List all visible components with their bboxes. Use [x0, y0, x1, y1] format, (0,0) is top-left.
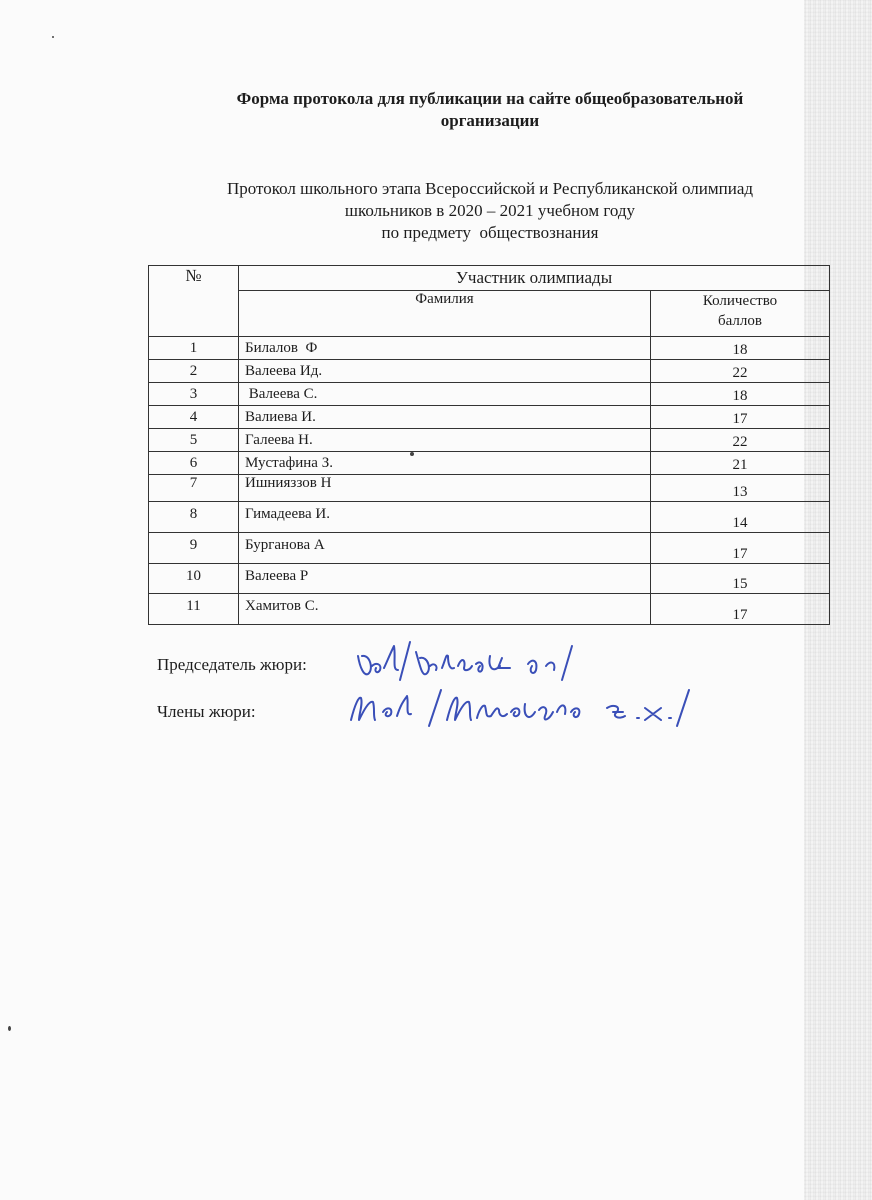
table-row [149, 383, 830, 406]
row-surname: Валиева И. [239, 406, 651, 429]
row-number: 8 [149, 502, 239, 533]
row-score: 15 [651, 564, 830, 594]
subtitle-line-3: по предмету обществознания [381, 223, 599, 242]
subtitle-line-2: школьников в 2020 – 2021 учебном году [344, 201, 636, 220]
jury-chair-label: Председатель жюри: [157, 655, 307, 674]
table-row [149, 360, 830, 383]
column-score-header [651, 291, 830, 337]
row-number: 9 [149, 533, 239, 564]
protocol-subtitle [150, 178, 830, 244]
column-surname-header: Фамилия [239, 291, 651, 337]
row-number: 5 [149, 429, 239, 452]
row-score: 13 [651, 475, 830, 502]
row-surname: Хамитов С. [239, 594, 651, 625]
row-surname: Мустафина З. [239, 452, 651, 475]
row-number: 4 [149, 406, 239, 429]
row-score: 18 [651, 337, 830, 360]
row-surname: Валеева Р [239, 564, 651, 594]
row-score: 22 [651, 429, 830, 452]
row-surname: Ишнияззов Н [239, 475, 651, 502]
row-surname: Галеева Н. [239, 429, 651, 452]
jury-members-label: Члены жюри: [157, 702, 256, 721]
row-surname: Бурганова А [239, 533, 651, 564]
row-score: 22 [651, 360, 830, 383]
subheader-row [149, 291, 830, 337]
subtitle-line-1: Протокол школьного этапа Всероссийской и Республиканской олимпиад [226, 179, 754, 198]
row-score: 18 [651, 383, 830, 406]
row-score: 14 [651, 502, 830, 533]
row-surname: Валеева С. [239, 383, 651, 406]
title-line-2: организации [440, 111, 540, 130]
row-score: 17 [651, 406, 830, 429]
table-row [149, 429, 830, 452]
score-header-line-2: баллов [718, 313, 762, 329]
jury-chair-signature [350, 636, 680, 684]
title-line-1: Форма протокола для публикации на сайте общеобразовательной [236, 89, 744, 108]
row-surname: Гимадеева И. [239, 502, 651, 533]
scan-speck [52, 36, 54, 38]
column-participant-header: Участник олимпиады [239, 266, 830, 291]
table-row [149, 337, 830, 360]
table-row [149, 533, 830, 564]
row-score: 21 [651, 452, 830, 475]
row-score: 17 [651, 594, 830, 625]
row-number: 3 [149, 383, 239, 406]
scan-speck [8, 1026, 11, 1031]
header-row [149, 266, 830, 291]
column-number-header: № [149, 266, 239, 337]
table-row [149, 502, 830, 533]
row-number: 1 [149, 337, 239, 360]
page-title [150, 88, 830, 132]
row-surname: Валеева Ид. [239, 360, 651, 383]
score-header-line-1: Количество [702, 293, 778, 309]
results-table [148, 265, 830, 625]
row-number: 10 [149, 564, 239, 594]
table-row [149, 406, 830, 429]
table-row [149, 452, 830, 475]
row-number: 6 [149, 452, 239, 475]
row-score: 17 [651, 533, 830, 564]
table-row [149, 475, 830, 502]
row-number: 11 [149, 594, 239, 625]
row-number: 7 [149, 475, 239, 502]
table-row [149, 594, 830, 625]
jury-members-signature [345, 682, 765, 730]
row-number: 2 [149, 360, 239, 383]
table-row [149, 564, 830, 594]
row-surname: Билалов Ф [239, 337, 651, 360]
